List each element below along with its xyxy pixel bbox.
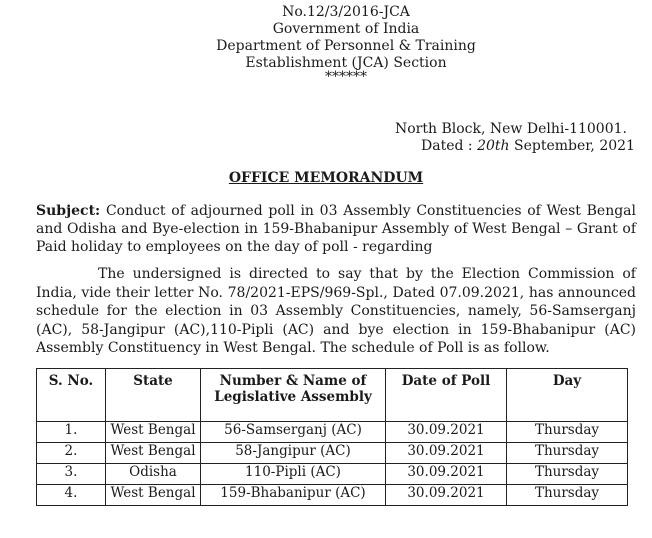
column-header-sno: S. No. bbox=[37, 369, 106, 422]
table-row bbox=[37, 464, 628, 485]
cell-sno: 3. bbox=[37, 464, 106, 485]
cell-date: 30.09.2021 bbox=[386, 422, 507, 443]
table-row bbox=[37, 443, 628, 464]
body-paragraph bbox=[36, 265, 636, 358]
poll-schedule-table bbox=[36, 368, 628, 506]
cell-sno: 2. bbox=[37, 443, 106, 464]
column-header-state: State bbox=[106, 369, 201, 422]
subject-text: Conduct of adjourned poll in 03 Assembly Constituencies of West Bengal and Odisha and Bye-election in 159-Bhabanipur Assembly of West Bengal – Grant of Paid holiday to employees on the day of poll - regarding bbox=[36, 203, 636, 255]
subject-label: Subject: bbox=[36, 203, 101, 219]
date-handwritten: 20th bbox=[477, 138, 510, 154]
cell-state: West Bengal bbox=[106, 422, 201, 443]
department-name: Department of Personnel & Training bbox=[216, 38, 476, 54]
column-header-date: Date of Poll bbox=[386, 369, 507, 422]
column-header-assembly: Number & Name of Legislative Assembly bbox=[201, 369, 386, 422]
cell-assembly: 110-Pipli (AC) bbox=[201, 464, 386, 485]
cell-day: Thursday bbox=[507, 443, 628, 464]
column-header-day: Day bbox=[507, 369, 628, 422]
cell-state: Odisha bbox=[106, 464, 201, 485]
cell-date: 30.09.2021 bbox=[386, 443, 507, 464]
subject-block bbox=[36, 202, 636, 256]
cell-state: West Bengal bbox=[106, 485, 201, 506]
table-row bbox=[37, 485, 628, 506]
cell-day: Thursday bbox=[507, 422, 628, 443]
cell-date: 30.09.2021 bbox=[386, 464, 507, 485]
separator-stars: ****** bbox=[325, 69, 367, 85]
cell-assembly: 159-Bhabanipur (AC) bbox=[201, 485, 386, 506]
body-text: The undersigned is directed to say that by the Election Commission of India, vide their letter No. 78/2021-EPS/969-Spl., Dated 07.09.2021, has announced schedule for the election in 03 Assembly Constituencies, namely, 56-Samserganj (AC), 58-Jangipur (AC),110-Pipli (AC) and bye election in 159-Bhabanipur (AC) Assembly Constituency in West Bengal. The schedule of Poll is as follow. bbox=[36, 266, 636, 356]
government-name: Government of India bbox=[272, 21, 420, 37]
table-row bbox=[37, 422, 628, 443]
file-number: No.12/3/2016-JCA bbox=[282, 4, 410, 20]
cell-assembly: 58-Jangipur (AC) bbox=[201, 443, 386, 464]
cell-date: 30.09.2021 bbox=[386, 485, 507, 506]
cell-state: West Bengal bbox=[106, 443, 201, 464]
cell-day: Thursday bbox=[507, 485, 628, 506]
cell-day: Thursday bbox=[507, 464, 628, 485]
cell-assembly: 56-Samserganj (AC) bbox=[201, 422, 386, 443]
date-prefix: Dated : bbox=[421, 138, 473, 154]
table-header-row bbox=[37, 369, 628, 422]
cell-sno: 4. bbox=[37, 485, 106, 506]
address-place: North Block, New Delhi-110001. bbox=[395, 121, 627, 137]
date-line bbox=[395, 138, 635, 155]
address-block bbox=[395, 121, 635, 155]
section-name: Establishment (JCA) Section bbox=[245, 55, 447, 71]
document-title: OFFICE MEMORANDUM bbox=[228, 170, 424, 186]
date-suffix: September, 2021 bbox=[514, 138, 635, 154]
cell-sno: 1. bbox=[37, 422, 106, 443]
letterhead bbox=[0, 4, 652, 85]
